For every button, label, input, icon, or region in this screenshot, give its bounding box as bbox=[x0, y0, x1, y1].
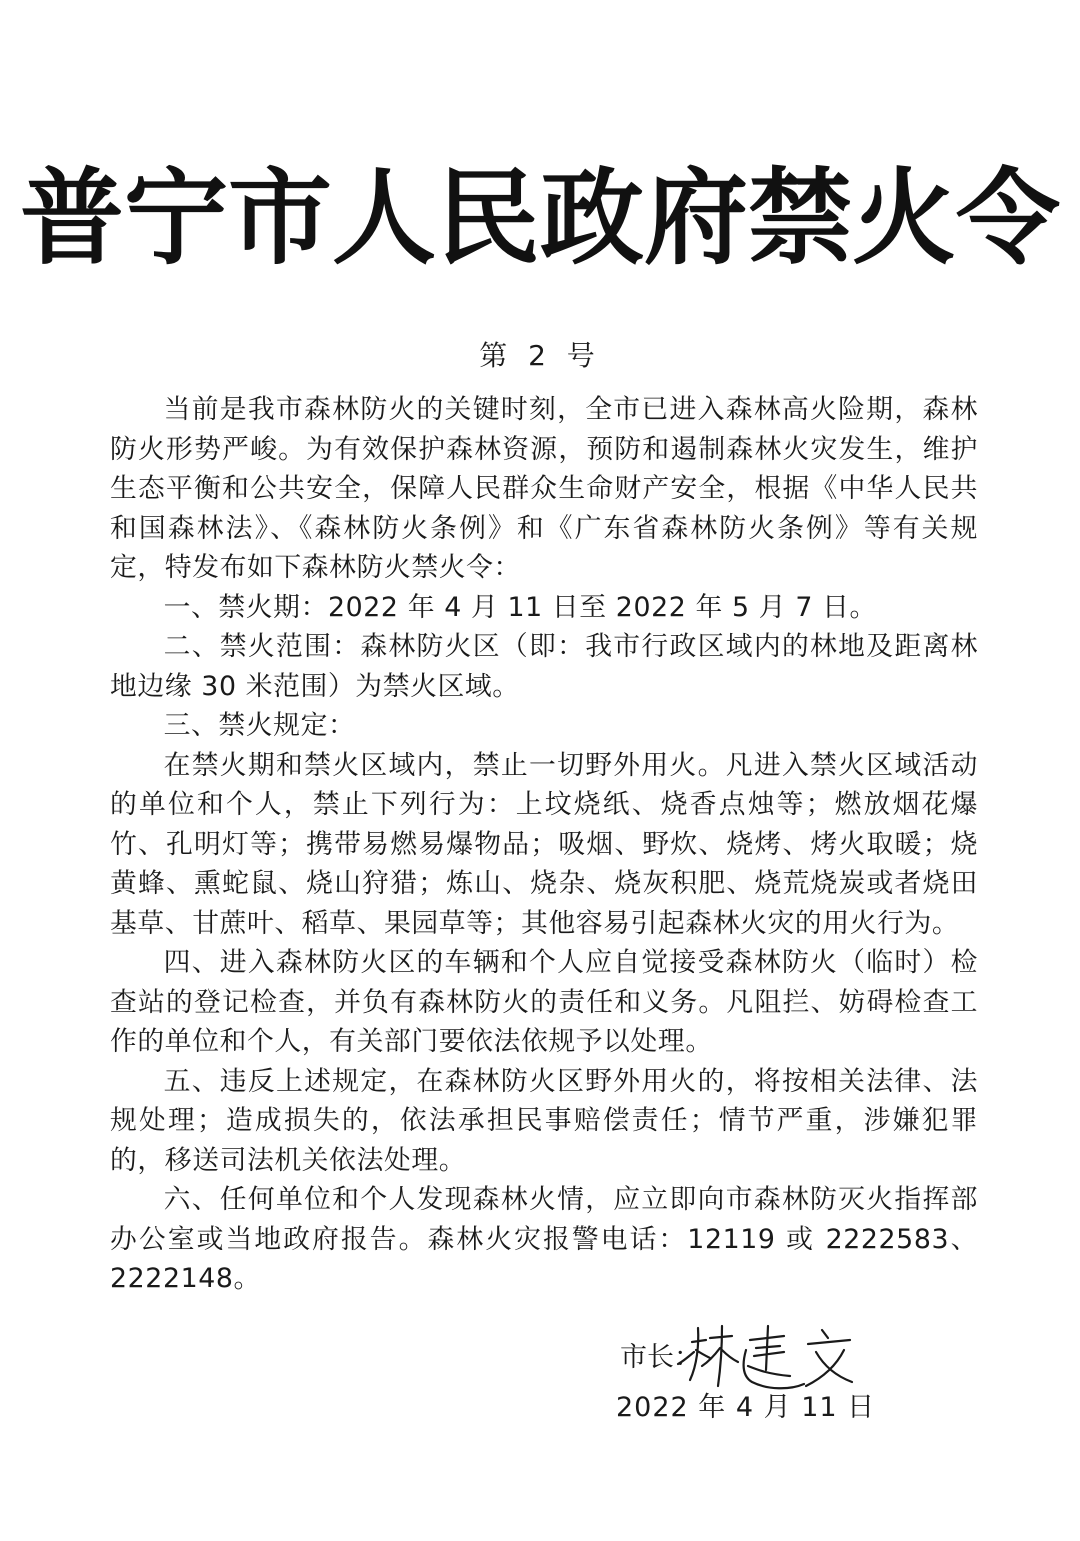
document-number: 第 2 号 bbox=[479, 339, 601, 372]
paragraph-item-2: 二、禁火范围：森林防火区（即：我市行政区域内的林地及距离林地边缘 30 米范围）为禁火区域。 bbox=[110, 631, 978, 702]
document-body bbox=[110, 390, 978, 1299]
paragraph-item-1: 一、禁火期：2022 年 4 月 11 日至 2022 年 5 月 7 日。 bbox=[163, 591, 877, 623]
signature-label: 市长： bbox=[620, 1342, 701, 1373]
paragraph-intro: 当前是我市森林防火的关键时刻，全市已进入森林高火险期，森林防火形势严峻。为有效保护森林资源，预防和遏制森林火灾发生，维护生态平衡和公共安全，保障人民群众生命财产安全，根据《中华人民共和国森林法》、《森林防火条例》和《广东省森林防火条例》等有关规定，特发布如下森林防火禁火令： bbox=[110, 394, 978, 583]
paragraph-item-5: 五、违反上述规定，在森林防火区野外用火的，将按相关法律、法规处理；造成损失的，依法承担民事赔偿责任；情节严重，涉嫌犯罪的，移送司法机关依法处理。 bbox=[110, 1065, 978, 1176]
paragraph-item-3-heading: 三、禁火规定： bbox=[163, 710, 356, 741]
document-title: 普宁市人民政府禁火令 bbox=[19, 157, 1060, 279]
paragraph-item-3-detail: 在禁火期和禁火区域内，禁止一切野外用火。凡进入禁火区域活动的单位和个人，禁止下列行为：上坟烧纸、烧香点烛等；燃放烟花爆竹、孔明灯等；携带易燃易爆物品；吸烟、野炊、烧烤、烤火取暖；烧黄蜂、熏蛇鼠、烧山狩猎；炼山、烧杂、烧灰积肥、烧荒烧炭或者烧田基草、甘蔗叶、稻草、果园草等；其他容易引起森林火灾的用火行为。 bbox=[110, 749, 978, 939]
signature-date: 2022 年 4 月 11 日 bbox=[616, 1392, 876, 1423]
paragraph-item-4: 四、进入森林防火区的车辆和个人应自觉接受森林防火（临时）检查站的登记检查，并负有森林防火的责任和义务。凡阻拦、妨碍检查工作的单位和个人，有关部门要依法依规予以处理。 bbox=[110, 947, 978, 1057]
paragraph-item-6: 六、任何单位和个人发现森林火情，应立即向市森林防灭火指挥部办公室或当地政府报告。森林火灾报警电话：12119 或 2222583、2222148。 bbox=[110, 1184, 978, 1294]
signature-block bbox=[612, 1320, 972, 1423]
